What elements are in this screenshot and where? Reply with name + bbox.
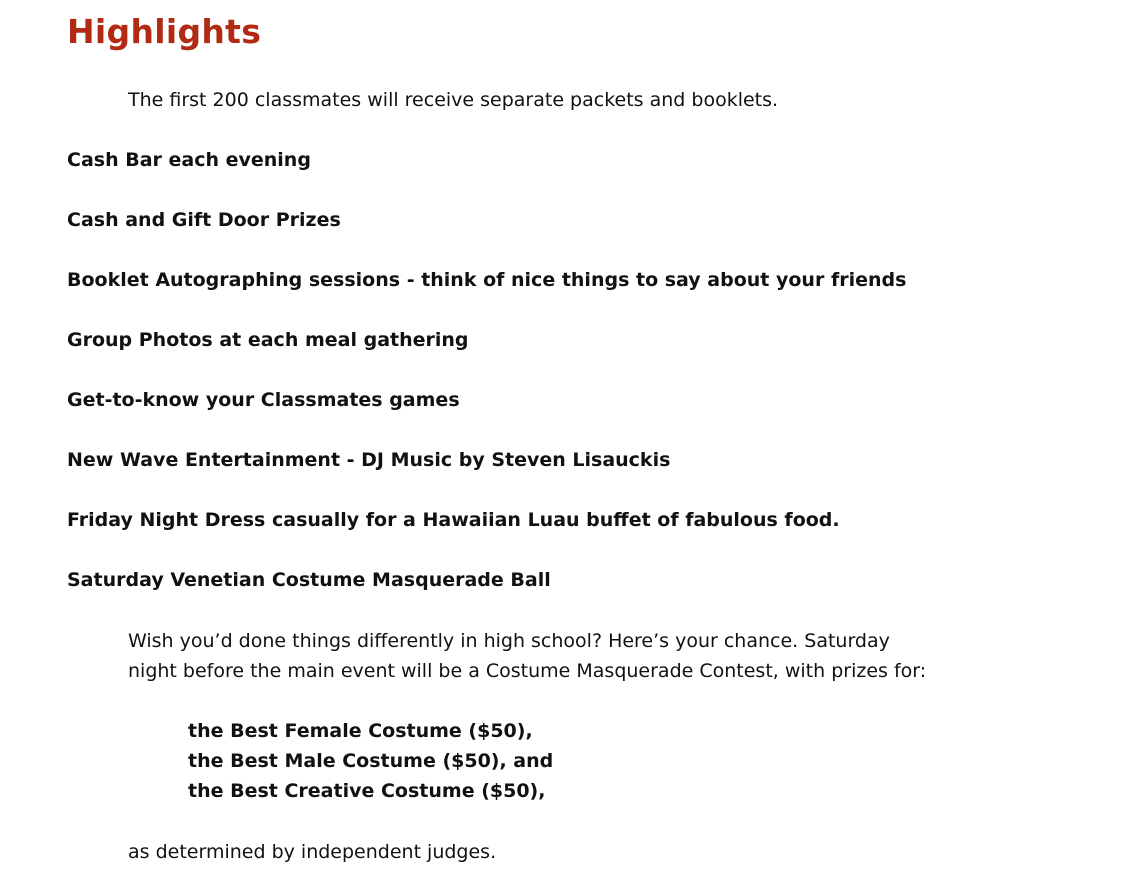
closing-text: as determined by independent judges. [128, 841, 497, 863]
masquerade-line-1: Wish you’d done things differently in high school? Here’s your chance. Saturday [128, 630, 890, 652]
highlights-list [67, 146, 906, 626]
prize-item: the Best Female Costume ($50), [188, 720, 533, 742]
highlight-item: Cash Bar each evening [67, 149, 311, 171]
highlight-item: Cash and Gift Door Prizes [67, 209, 341, 231]
page-title: Highlights [67, 12, 262, 51]
highlight-item: Get-to-know your Classmates games [67, 389, 460, 411]
masquerade-line-2: night before the main event will be a Costume Masquerade Contest, with prizes for: [128, 660, 927, 682]
prize-list [188, 716, 553, 806]
prize-item: the Best Male Costume ($50), and [188, 750, 554, 772]
highlight-item: Booklet Autographing sessions - think of nice things to say about your friends [67, 269, 907, 291]
intro-text: The first 200 classmates will receive separate packets and booklets. [128, 89, 779, 111]
highlight-item: Group Photos at each meal gathering [67, 329, 469, 351]
highlight-item: Saturday Venetian Costume Masquerade Ball [67, 569, 551, 591]
highlight-item: Friday Night Dress casually for a Hawaiian Luau buffet of fabulous food. [67, 509, 840, 531]
prize-item: the Best Creative Costume ($50), [188, 780, 546, 802]
masquerade-description [128, 626, 1028, 686]
highlight-item: New Wave Entertainment - DJ Music by Steven Lisauckis [67, 449, 671, 471]
